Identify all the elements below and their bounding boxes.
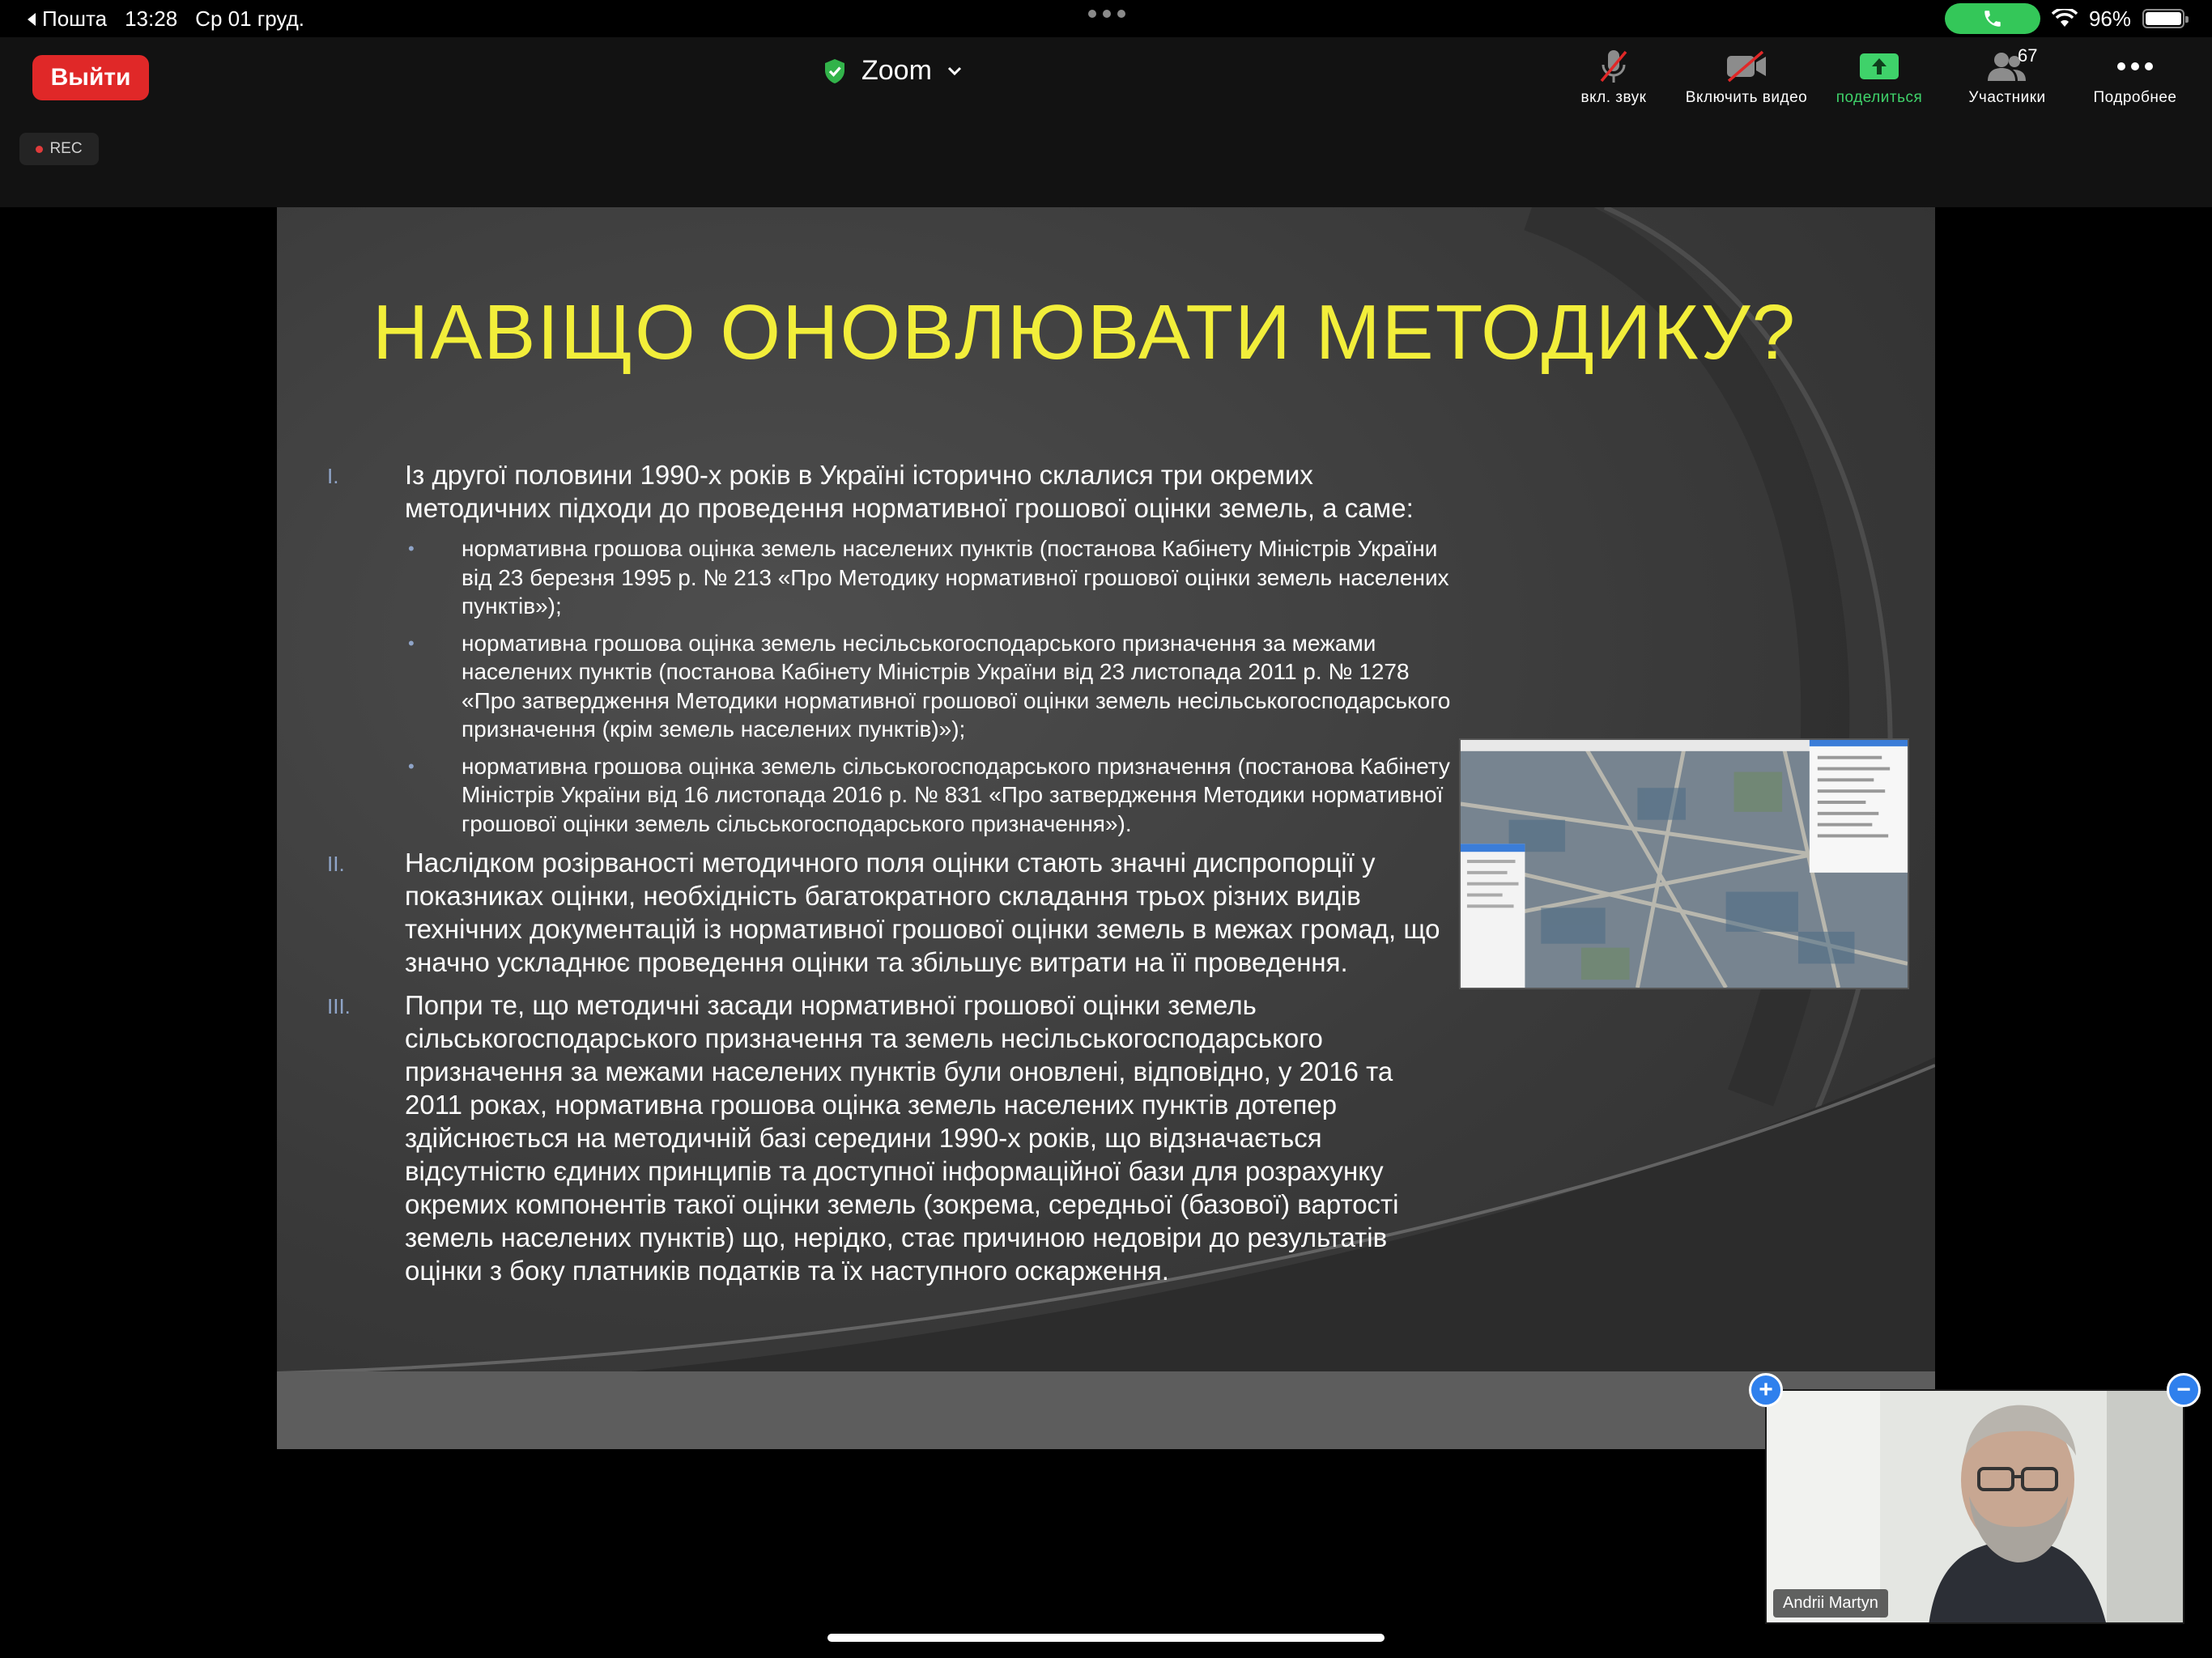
recording-strip <box>0 118 2212 207</box>
list-item <box>327 988 1736 1287</box>
list-item-text: Із другої половини 1990-х років в Україні історично склалися три окремих методичних підходи до проведення нормативної грошової оцінки земель, а саме: <box>405 460 1414 523</box>
video-off-icon <box>1724 49 1769 84</box>
unmute-button[interactable] <box>1550 47 1678 112</box>
meeting-title: Zoom <box>861 55 932 86</box>
toolbar-actions <box>1550 47 2199 112</box>
status-left <box>26 6 304 32</box>
unmute-label: вкл. звук <box>1580 89 1647 106</box>
list-item-number: II. <box>327 852 345 876</box>
status-date: Ср 01 груд. <box>195 6 304 31</box>
phone-icon <box>1982 8 2003 29</box>
back-arrow-icon <box>26 12 37 27</box>
security-shield-icon <box>823 57 847 85</box>
back-to-app-link[interactable] <box>26 6 107 32</box>
start-video-label: Включить видео <box>1685 89 1808 106</box>
participant-name-label: Andrii Martyn <box>1773 1589 1888 1618</box>
more-icon <box>2116 62 2154 71</box>
battery-percent: 96% <box>2088 6 2131 31</box>
leave-meeting-button[interactable]: Выйти <box>32 55 149 100</box>
list-item-text: Попри те, що методичні засади нормативної грошової оцінки земель сільськогосподарського призначення та земель несільськогосподарського призначення за межами населених пунктів були оновлені, відповідно, у 2016 та 2011 роках, нормативна грошова оцінка земель населених пунктів дотепер здійснюється на методичній базі середини 1990-х років, що відзначається відсутністю єдиних принципів та доступної інформаційної бази для розрахунку окремих компонентів такої оцінки земель (зокрема, середньої (базової) вартості земель населених пунктів) що, нерідко, стає причиною недовіри до результатів оцінки з боку платників податків та їх наступного оскарження. <box>405 990 1399 1286</box>
sub-item-text: нормативна грошова оцінка земель населених пунктів (постанова Кабінету Міністрів України від 23 березня 1995 р. № 213 «Про Методику нормативної грошової оцінки земель населених пунктів»); <box>462 536 1449 619</box>
sub-item-text: нормативна грошова оцінка земель сільськогосподарського призначення (постанова Кабінету Міністрів України від 16 листопада 2016 р. № 831 «Про затвердження Методики нормативної грошової оцінки земель сільськогосподарського призначення»). <box>462 753 1450 836</box>
status-bar <box>0 0 2212 37</box>
mic-off-icon <box>1595 47 1632 86</box>
multitasking-dots-icon[interactable] <box>1088 10 1125 18</box>
shared-screen-slide <box>277 207 1935 1449</box>
share-screen-label: поделиться <box>1836 89 1923 106</box>
recording-indicator[interactable] <box>19 133 99 165</box>
recording-label: REC <box>49 140 83 157</box>
slide-footer-band <box>277 1371 1935 1449</box>
status-time: 13:28 <box>125 6 178 31</box>
meeting-title-dropdown[interactable] <box>823 55 963 87</box>
zoom-in-icon[interactable]: + <box>1749 1373 1783 1407</box>
sub-item-text: нормативна грошова оцінка земель несільськогосподарського призначення за межами населених пунктів (постанова Кабінету Міністрів України від 23 листопада 2011 р. № 1278 «Про затвердження Методики нормативної грошової оцінки земель несільськогосподарського призначення (крім земель населених пунктів)»); <box>462 630 1451 742</box>
list-item-text: Наслідком розірваності методичного поля оцінки стають значні диспропорції у показниках оцінки, необхідність багатократного складання трьох різних видів технічних документацій із нормативної грошової оцінки земель в межах громад, що значно ускладнює проведення оцінки та збільшує витрати на її проведення. <box>405 848 1440 977</box>
map-screenshot-image <box>1459 738 1909 989</box>
back-app-label: Пошта <box>42 6 108 31</box>
status-right <box>1945 3 2184 34</box>
home-indicator[interactable] <box>827 1634 1385 1642</box>
list-item-number: III. <box>327 994 351 1018</box>
bullet-icon: • <box>408 538 415 559</box>
recording-dot-icon <box>36 146 43 153</box>
list-item <box>327 458 1736 525</box>
sub-list-item <box>327 534 1736 621</box>
active-call-pill[interactable] <box>1945 3 2040 34</box>
share-screen-icon <box>1858 50 1900 83</box>
zoom-out-icon[interactable]: − <box>2167 1373 2201 1407</box>
battery-icon <box>2142 9 2184 28</box>
bullet-icon: • <box>408 755 415 776</box>
more-button[interactable] <box>2071 47 2199 112</box>
start-video-button[interactable] <box>1678 47 1815 112</box>
participants-count: 67 <box>2018 45 2038 66</box>
meeting-toolbar <box>0 37 2212 118</box>
more-label: Подробнее <box>2093 89 2177 106</box>
sub-list-item <box>327 629 1736 744</box>
participants-label: Участники <box>1968 89 2046 106</box>
bullet-icon: • <box>408 632 415 653</box>
share-screen-button[interactable] <box>1815 47 1943 112</box>
list-item-number: I. <box>327 464 339 488</box>
participant-video-tile[interactable] <box>1765 1389 2184 1624</box>
participants-button[interactable] <box>1943 47 2071 112</box>
slide-title: НАВІЩО ОНОВЛЮВАТИ МЕТОДИКУ? <box>372 289 1797 376</box>
wifi-icon <box>2052 9 2078 28</box>
chevron-down-icon <box>946 66 963 77</box>
